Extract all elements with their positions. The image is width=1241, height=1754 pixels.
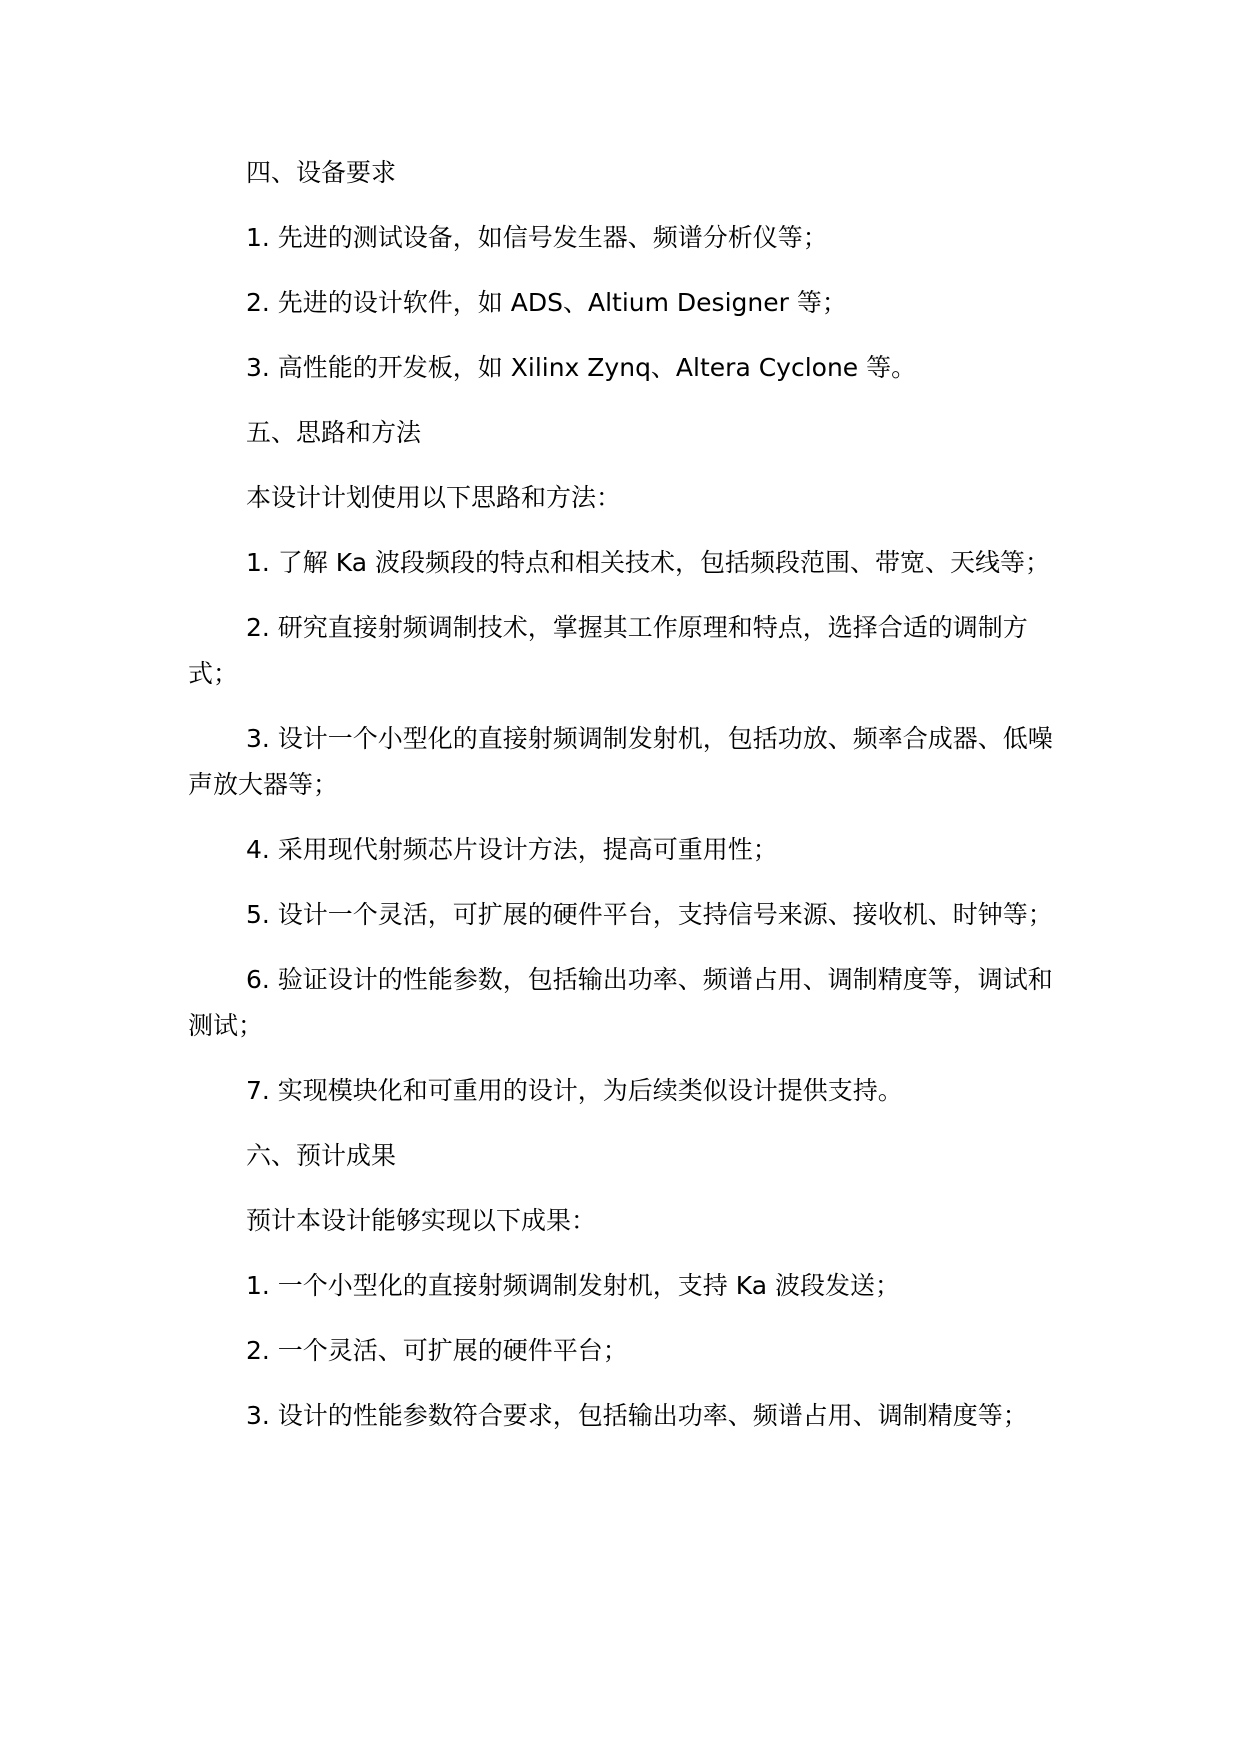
section-heading-equipment: 四、设备要求 — [246, 158, 397, 187]
list-item: 1. 了解 Ka 波段频段的特点和相关技术，包括频段范围、带宽、天线等； — [246, 548, 1050, 577]
document-body — [188, 150, 1068, 1458]
list-item: 3. 设计的性能参数符合要求，包括输出功率、频谱占用、调制精度等； — [246, 1401, 1028, 1430]
list-item: 1. 先进的测试设备，如信号发生器、频谱分析仪等； — [246, 223, 828, 252]
list-item: 4. 采用现代射频芯片设计方法，提高可重用性； — [246, 835, 778, 864]
list-item: 2. 先进的设计软件，如 ADS、Altium Designer 等； — [246, 288, 847, 317]
list-item: 5. 设计一个灵活，可扩展的硬件平台，支持信号来源、接收机、时钟等； — [246, 900, 1053, 929]
paragraph-intro: 预计本设计能够实现以下成果： — [246, 1206, 597, 1235]
paragraph-intro: 本设计计划使用以下思路和方法： — [246, 483, 622, 512]
list-item: 1. 一个小型化的直接射频调制发射机，支持 Ka 波段发送； — [246, 1271, 900, 1300]
list-item: 2. 一个灵活、可扩展的硬件平台； — [246, 1336, 628, 1365]
section-heading-approach: 五、思路和方法 — [246, 418, 422, 447]
list-item: 3. 设计一个小型化的直接射频调制发射机，包括功放、频率合成器、低噪声放大器等； — [188, 724, 1053, 799]
list-item: 7. 实现模块化和可重用的设计，为后续类似设计提供支持。 — [246, 1076, 903, 1105]
list-item: 2. 研究直接射频调制技术，掌握其工作原理和特点，选择合适的调制方式； — [188, 613, 1028, 688]
list-item: 6. 验证设计的性能参数，包括输出功率、频谱占用、调制精度等，调试和测试； — [188, 965, 1053, 1040]
section-heading-outcomes: 六、预计成果 — [246, 1141, 397, 1170]
list-item: 3. 高性能的开发板，如 Xilinx Zynq、Altera Cyclone 等。 — [246, 353, 917, 382]
